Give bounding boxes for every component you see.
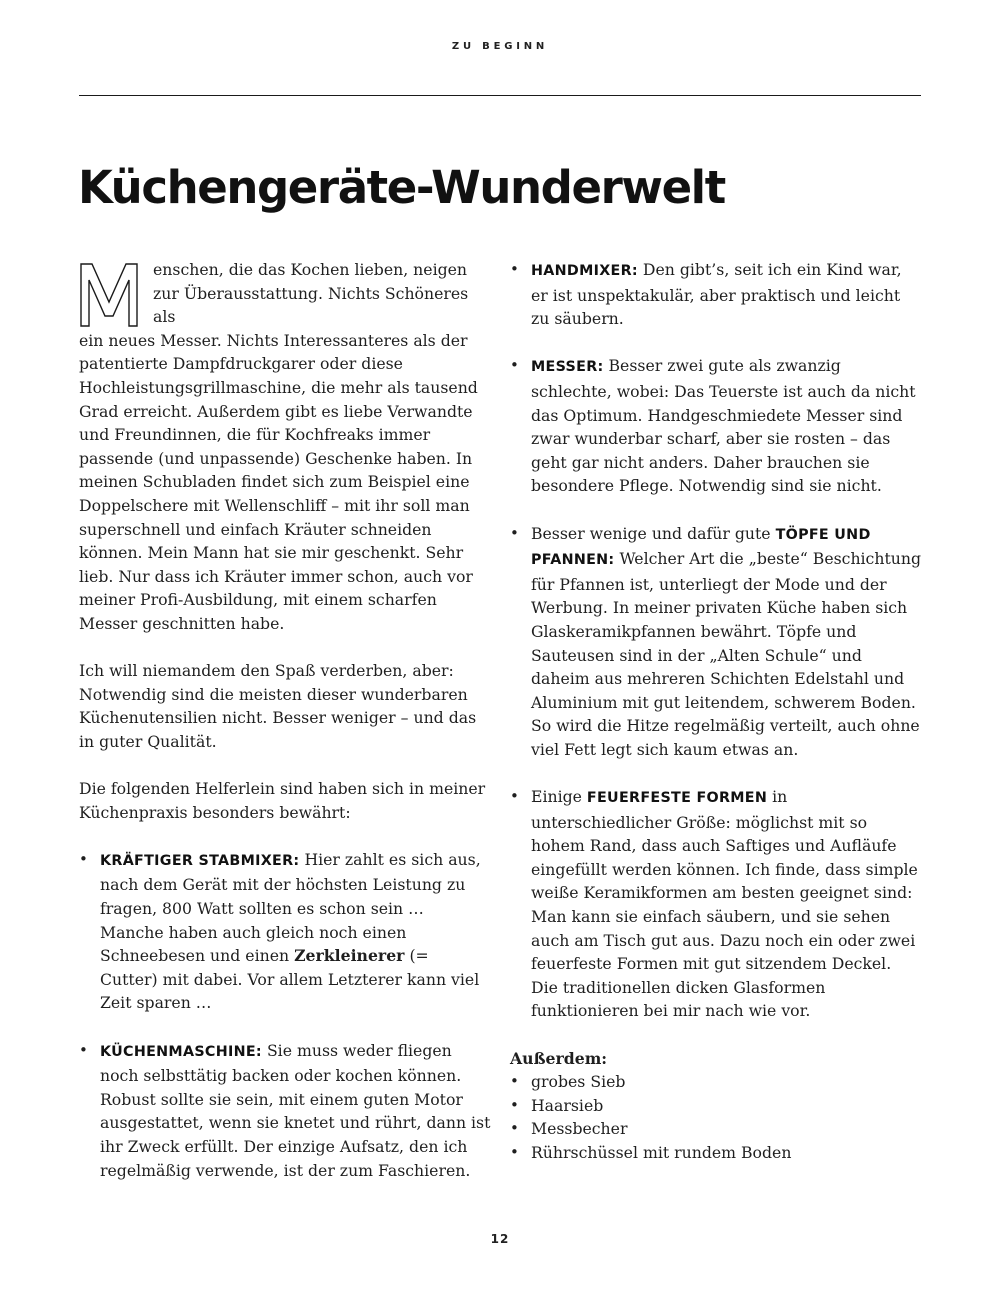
item-text: Hier zahlt es sich aus, nach dem Gerät mit der höchsten Leistung zu fragen, 800 Watt sollten es schon sein … Manche haben auch gleich noch einen Schneebesen und einen <box>100 849 481 966</box>
keyword-kuechenmaschine: KÜCHENMASCHINE: <box>100 1043 262 1060</box>
extras-item: • Haarsieb <box>510 1094 922 1118</box>
intro-paragraph <box>79 258 491 636</box>
running-head: ZU BEGINN <box>451 41 549 52</box>
list-item-messer <box>510 354 922 498</box>
intro-line-2: zur Überausstattung. Nichts Schöneres als <box>153 283 469 327</box>
keyword-formen: FEUERFESTE FORMEN <box>586 790 768 807</box>
right-column <box>510 258 922 1165</box>
equipment-list-left <box>79 848 491 1182</box>
list-item-kuechenmaschine <box>79 1039 491 1183</box>
intro-rest: als der patentierte Dampfdruckgarer oder diese Hochleistungsgrillmaschine, die mehr als tausend Grad erreicht. Außerdem gibt es liebe Verwandte und Freundinnen, die für Kochfreaks immer passende (und unpassende) Geschenke haben. In meinen Schubladen findet sich zum Beispiel eine Doppelschere mit Wellenschliff – mit ihr soll man superschnell und einfach Kräuter schneiden können. Mein Mann hat sie mir geschenkt. Sehr lieb. Nur dass ich Kräuter immer schon, auch vor meiner Profi-Ausbildung, mit einem scharfen Messer geschnitten habe. <box>79 330 478 633</box>
item-text: Besser wenige und dafür gute <box>531 523 776 543</box>
extras-item: • Rührschüssel mit rundem Boden <box>510 1141 922 1165</box>
list-item-toepfe <box>510 522 922 762</box>
intro-line-1: enschen, die das Kochen lieben, neigen <box>153 260 468 279</box>
paragraph-3: Die folgenden Helferlein sind haben sich in meiner Küchenpraxis besonders bewährt: <box>79 779 486 822</box>
extras-item: • grobes Sieb <box>510 1070 922 1094</box>
drop-cap-letter-m <box>79 262 139 328</box>
extras-heading: Außerdem: <box>510 1048 608 1068</box>
keyword-zerkleinerer: Zerkleinerer <box>294 946 405 966</box>
extras-list <box>510 1070 922 1164</box>
item-text: Sie muss weder fliegen noch selbsttätig backen oder kochen können. Robust sollte sie sein, mit einem guten Motor ausgestattet, wenn sie knetet und rührt, dann ist ihr Zweck erfüllt. Der einzige Aufsatz, den ich regelmäßig verwende, ist der zum Faschieren. <box>100 1040 491 1180</box>
item-text: in unterschiedlicher Größe: möglichst mit so hohem Rand, dass auch Saftiges und Aufläufe eingefüllt werden können. Ich finde, dass simple weiße Keramikformen am besten geeignet sind: Man kann sie einfach säubern, und sie sehen auch am Tisch gut aus. Dazu noch ein oder zwei feuerfeste Formen mit gut sitzendem Deckel. Die traditionellen dicken Glasformen funktionieren bei mir nach wie vor. <box>531 787 918 1021</box>
item-text: Den gibt’s, seit ich ein Kind war, er ist unspektakulär, aber praktisch und leicht zu säubern. <box>531 260 902 329</box>
list-item-stabmixer <box>79 848 491 1015</box>
item-text: (= Cutter) mit dabei. Vor allem Letzterer kann viel Zeit sparen … <box>100 946 480 1013</box>
equipment-list-right <box>510 258 922 1023</box>
intro-line-3: ein neues Messer. Nichts Interessanteres <box>79 330 409 350</box>
list-item-handmixer <box>510 258 922 331</box>
drop-cap <box>79 262 139 328</box>
item-text: Welcher Art die „beste“ Beschichtung für Pfannen ist, unterliegt der Mode und der Werbung. In meiner privaten Küche haben sich Glaskeramikpfannen bewährt. Töpfe und Sauteusen sind in der „Alten Schule“ und daheim aus mehreren Schichten Edelstahl und Aluminium mit gut leitendem, schwerem Boden. So wird die Hitze regelmäßig verteilt, auch ohne viel Fett legt sich kaum etwas an. <box>531 549 922 759</box>
page-number: 12 <box>490 1232 510 1246</box>
item-text: Besser zwei gute als zwanzig schlechte, wobei: Das Teuerste ist auch da nicht das Optimum. Handgeschmiedete Messer sind zwar wunderbar scharf, aber sie rosten – das geht gar nicht anders. Daher brauchen sie besondere Pflege. Notwendig sind sie nicht. <box>531 356 916 496</box>
keyword-toepfe: TÖPFE UND PFANNEN: <box>531 526 871 569</box>
page-title: Küchengeräte-Wunderwelt <box>78 161 725 214</box>
list-item-formen <box>510 785 922 1023</box>
keyword-handmixer: HANDMIXER: <box>531 263 638 279</box>
item-text: Einige <box>531 787 587 807</box>
paragraph-2: Ich will niemandem den Spaß verderben, aber: Notwendig sind die meisten dieser wunderbaren Küchenutensilien nicht. Besser weniger – und das in guter Qualität. <box>79 661 477 751</box>
keyword-messer: MESSER: <box>531 359 604 376</box>
left-column <box>79 258 491 1182</box>
extras-item: • Messbecher <box>510 1117 922 1141</box>
header-rule <box>79 95 921 96</box>
keyword-stabmixer: KRÄFTIGER STABMIXER: <box>100 852 300 869</box>
